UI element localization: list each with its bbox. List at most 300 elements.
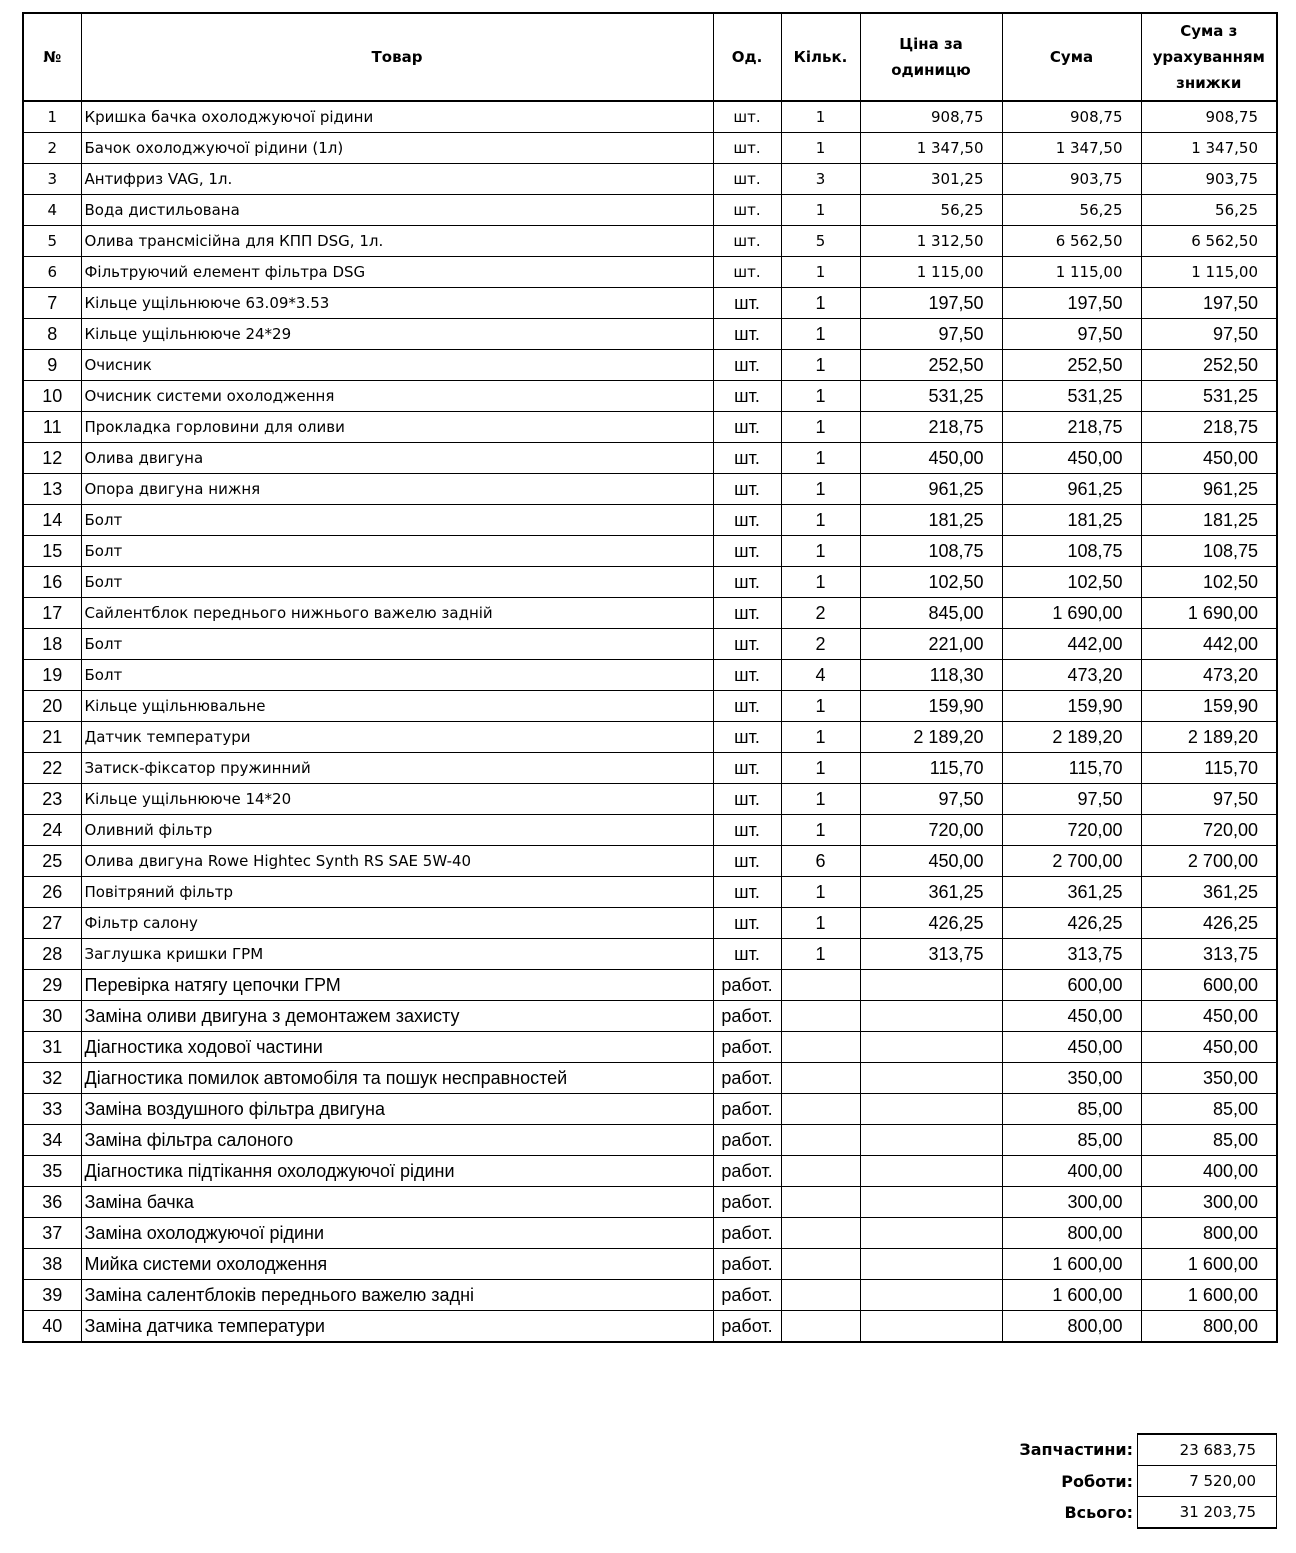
item-sum: 903,75	[1002, 164, 1141, 195]
item-sum: 108,75	[1002, 536, 1141, 567]
totals-value: 31 203,75	[1138, 1497, 1277, 1529]
item-sum: 97,50	[1002, 319, 1141, 350]
item-name: Олива двигуна	[81, 443, 713, 474]
item-unit: шт.	[713, 722, 781, 753]
table-row	[23, 1249, 1277, 1280]
item-name: Заміна салентблоків переднього важелю задні	[81, 1280, 713, 1311]
item-price: 159,90	[860, 691, 1002, 722]
item-sum-discount: 85,00	[1141, 1094, 1277, 1125]
item-unit: шт.	[713, 815, 781, 846]
item-name: Болт	[81, 629, 713, 660]
item-price: 1 115,00	[860, 257, 1002, 288]
table-row	[23, 350, 1277, 381]
item-sum: 361,25	[1002, 877, 1141, 908]
item-unit: работ.	[713, 1218, 781, 1249]
item-sum: 6 562,50	[1002, 226, 1141, 257]
item-price	[860, 1280, 1002, 1311]
row-number: 29	[23, 970, 81, 1001]
item-sum-discount: 2 700,00	[1141, 846, 1277, 877]
item-price: 108,75	[860, 536, 1002, 567]
item-unit: шт.	[713, 846, 781, 877]
row-number: 6	[23, 257, 81, 288]
item-name: Кришка бачка охолоджуючої рідини	[81, 101, 713, 133]
row-number: 38	[23, 1249, 81, 1280]
table-row	[23, 133, 1277, 164]
item-name: Повітряний фільтр	[81, 877, 713, 908]
table-row	[23, 908, 1277, 939]
item-sum-discount: 961,25	[1141, 474, 1277, 505]
table-row	[23, 722, 1277, 753]
table-row	[23, 536, 1277, 567]
row-number: 11	[23, 412, 81, 443]
row-number: 17	[23, 598, 81, 629]
item-sum: 2 700,00	[1002, 846, 1141, 877]
item-price	[860, 1311, 1002, 1343]
item-price	[860, 1156, 1002, 1187]
item-qty	[781, 1218, 860, 1249]
item-qty: 6	[781, 846, 860, 877]
item-unit: работ.	[713, 1156, 781, 1187]
header-item: Товар	[81, 13, 713, 101]
item-name: Болт	[81, 536, 713, 567]
item-sum-discount: 300,00	[1141, 1187, 1277, 1218]
item-name: Заміна фільтра салоного	[81, 1125, 713, 1156]
row-number: 28	[23, 939, 81, 970]
totals-row	[990, 1466, 1277, 1497]
item-qty: 1	[781, 908, 860, 939]
item-sum-discount: 159,90	[1141, 691, 1277, 722]
item-qty	[781, 1125, 860, 1156]
item-sum: 450,00	[1002, 443, 1141, 474]
item-sum-discount: 720,00	[1141, 815, 1277, 846]
item-qty: 1	[781, 939, 860, 970]
item-qty: 1	[781, 815, 860, 846]
item-price: 56,25	[860, 195, 1002, 226]
item-sum-discount: 197,50	[1141, 288, 1277, 319]
item-qty	[781, 1094, 860, 1125]
item-sum-discount: 800,00	[1141, 1218, 1277, 1249]
item-qty: 1	[781, 536, 860, 567]
item-sum-discount: 108,75	[1141, 536, 1277, 567]
row-number: 37	[23, 1218, 81, 1249]
table-row	[23, 1280, 1277, 1311]
item-sum-discount: 450,00	[1141, 1001, 1277, 1032]
item-name: Мийка системи охолодження	[81, 1249, 713, 1280]
item-qty	[781, 1249, 860, 1280]
item-qty	[781, 1063, 860, 1094]
item-unit: работ.	[713, 1094, 781, 1125]
table-row	[23, 877, 1277, 908]
item-qty: 1	[781, 350, 860, 381]
table-row	[23, 1094, 1277, 1125]
item-sum-discount: 908,75	[1141, 101, 1277, 133]
item-unit: шт.	[713, 101, 781, 133]
invoice-table	[22, 12, 1278, 1343]
item-price	[860, 1218, 1002, 1249]
item-sum-discount: 85,00	[1141, 1125, 1277, 1156]
item-sum-discount: 361,25	[1141, 877, 1277, 908]
item-price: 450,00	[860, 443, 1002, 474]
item-unit: шт.	[713, 195, 781, 226]
item-qty: 4	[781, 660, 860, 691]
row-number: 7	[23, 288, 81, 319]
item-qty: 3	[781, 164, 860, 195]
row-number: 20	[23, 691, 81, 722]
item-qty: 1	[781, 722, 860, 753]
item-name: Антифриз VAG, 1л.	[81, 164, 713, 195]
item-unit: шт.	[713, 505, 781, 536]
item-name: Олива трансмісійна для КПП DSG, 1л.	[81, 226, 713, 257]
item-name: Опора двигуна нижня	[81, 474, 713, 505]
row-number: 8	[23, 319, 81, 350]
item-name: Заміна охолоджуючої рідини	[81, 1218, 713, 1249]
table-row	[23, 1311, 1277, 1343]
item-unit: работ.	[713, 1063, 781, 1094]
item-unit: шт.	[713, 350, 781, 381]
item-sum: 442,00	[1002, 629, 1141, 660]
table-row	[23, 784, 1277, 815]
table-row	[23, 288, 1277, 319]
table-row	[23, 195, 1277, 226]
item-price	[860, 1063, 1002, 1094]
item-price: 531,25	[860, 381, 1002, 412]
item-sum-discount: 800,00	[1141, 1311, 1277, 1343]
item-price	[860, 1187, 1002, 1218]
table-row	[23, 319, 1277, 350]
item-unit: шт.	[713, 257, 781, 288]
item-unit: работ.	[713, 970, 781, 1001]
table-row	[23, 1063, 1277, 1094]
row-number: 18	[23, 629, 81, 660]
item-sum-discount: 473,20	[1141, 660, 1277, 691]
item-price	[860, 1094, 1002, 1125]
item-sum-discount: 1 690,00	[1141, 598, 1277, 629]
item-sum: 181,25	[1002, 505, 1141, 536]
item-sum-discount: 426,25	[1141, 908, 1277, 939]
item-unit: работ.	[713, 1125, 781, 1156]
table-row	[23, 474, 1277, 505]
row-number: 23	[23, 784, 81, 815]
item-sum-discount: 2 189,20	[1141, 722, 1277, 753]
item-name: Кільце ущільнююче 24*29	[81, 319, 713, 350]
item-price: 426,25	[860, 908, 1002, 939]
row-number: 26	[23, 877, 81, 908]
item-name: Кільце ущільнююче 63.09*3.53	[81, 288, 713, 319]
item-sum: 800,00	[1002, 1311, 1141, 1343]
item-unit: шт.	[713, 381, 781, 412]
item-sum-discount: 1 600,00	[1141, 1280, 1277, 1311]
row-number: 21	[23, 722, 81, 753]
item-qty: 2	[781, 629, 860, 660]
totals-row	[990, 1497, 1277, 1529]
table-row	[23, 567, 1277, 598]
item-qty: 2	[781, 598, 860, 629]
item-sum: 313,75	[1002, 939, 1141, 970]
item-name: Бачок охолоджуючої рідини (1л)	[81, 133, 713, 164]
item-qty: 1	[781, 101, 860, 133]
totals-label: Всього:	[1064, 1502, 1133, 1522]
item-unit: шт.	[713, 939, 781, 970]
item-price: 301,25	[860, 164, 1002, 195]
totals-value: 7 520,00	[1138, 1466, 1277, 1497]
row-number: 33	[23, 1094, 81, 1125]
item-qty	[781, 1001, 860, 1032]
item-unit: шт.	[713, 784, 781, 815]
item-sum: 2 189,20	[1002, 722, 1141, 753]
item-sum-discount: 450,00	[1141, 443, 1277, 474]
totals-table	[990, 1433, 1277, 1529]
item-price: 845,00	[860, 598, 1002, 629]
header-no: №	[23, 13, 81, 101]
item-qty	[781, 1032, 860, 1063]
header-unit: Од.	[713, 13, 781, 101]
item-price	[860, 1032, 1002, 1063]
table-row	[23, 629, 1277, 660]
table-row	[23, 505, 1277, 536]
item-name: Фільтр салону	[81, 908, 713, 939]
row-number: 16	[23, 567, 81, 598]
item-unit: шт.	[713, 443, 781, 474]
item-unit: шт.	[713, 660, 781, 691]
item-price: 1 312,50	[860, 226, 1002, 257]
row-number: 4	[23, 195, 81, 226]
item-qty	[781, 1187, 860, 1218]
row-number: 14	[23, 505, 81, 536]
item-price	[860, 1001, 1002, 1032]
item-sum: 350,00	[1002, 1063, 1141, 1094]
item-sum-discount: 350,00	[1141, 1063, 1277, 1094]
table-row	[23, 970, 1277, 1001]
table-row	[23, 691, 1277, 722]
row-number: 36	[23, 1187, 81, 1218]
item-name: Кільце ущільнювальне	[81, 691, 713, 722]
item-sum: 56,25	[1002, 195, 1141, 226]
table-row	[23, 412, 1277, 443]
table-row	[23, 164, 1277, 195]
item-sum-discount: 102,50	[1141, 567, 1277, 598]
item-qty: 1	[781, 195, 860, 226]
row-number: 39	[23, 1280, 81, 1311]
item-sum: 450,00	[1002, 1001, 1141, 1032]
item-unit: шт.	[713, 412, 781, 443]
item-price: 908,75	[860, 101, 1002, 133]
row-number: 2	[23, 133, 81, 164]
item-sum-discount: 97,50	[1141, 319, 1277, 350]
item-unit: работ.	[713, 1280, 781, 1311]
item-unit: шт.	[713, 753, 781, 784]
row-number: 34	[23, 1125, 81, 1156]
row-number: 15	[23, 536, 81, 567]
header-row	[23, 13, 1277, 101]
item-name: Заміна воздушного фільтра двигуна	[81, 1094, 713, 1125]
item-qty: 1	[781, 288, 860, 319]
item-qty: 1	[781, 505, 860, 536]
item-sum: 800,00	[1002, 1218, 1141, 1249]
item-sum-discount: 56,25	[1141, 195, 1277, 226]
item-sum: 531,25	[1002, 381, 1141, 412]
item-sum-discount: 1 600,00	[1141, 1249, 1277, 1280]
item-sum: 252,50	[1002, 350, 1141, 381]
totals-value: 23 683,75	[1138, 1434, 1277, 1466]
item-sum: 1 690,00	[1002, 598, 1141, 629]
item-unit: шт.	[713, 133, 781, 164]
item-sum: 1 600,00	[1002, 1249, 1141, 1280]
table-row	[23, 443, 1277, 474]
table-row	[23, 1218, 1277, 1249]
item-name: Діагностика ходової частини	[81, 1032, 713, 1063]
item-name: Кільце ущільнююче 14*20	[81, 784, 713, 815]
item-price: 97,50	[860, 319, 1002, 350]
item-sum: 300,00	[1002, 1187, 1141, 1218]
item-qty	[781, 970, 860, 1001]
item-sum: 1 347,50	[1002, 133, 1141, 164]
item-unit: шт.	[713, 691, 781, 722]
item-sum: 908,75	[1002, 101, 1141, 133]
item-price	[860, 970, 1002, 1001]
item-unit: шт.	[713, 474, 781, 505]
header-qty: Кільк.	[781, 13, 860, 101]
table-row	[23, 101, 1277, 133]
item-sum: 400,00	[1002, 1156, 1141, 1187]
item-sum-discount: 97,50	[1141, 784, 1277, 815]
item-price: 115,70	[860, 753, 1002, 784]
item-sum-discount: 115,70	[1141, 753, 1277, 784]
item-price: 218,75	[860, 412, 1002, 443]
item-sum: 115,70	[1002, 753, 1141, 784]
item-price: 720,00	[860, 815, 1002, 846]
row-number: 40	[23, 1311, 81, 1343]
item-unit: шт.	[713, 164, 781, 195]
table-row	[23, 1187, 1277, 1218]
header-price: Ціна за одиницю	[860, 13, 1002, 101]
item-name: Очисник системи охолодження	[81, 381, 713, 412]
item-unit: работ.	[713, 1311, 781, 1343]
item-qty: 1	[781, 319, 860, 350]
item-price: 450,00	[860, 846, 1002, 877]
item-name: Перевірка натягу цепочки ГРМ	[81, 970, 713, 1001]
item-sum: 1 600,00	[1002, 1280, 1141, 1311]
row-number: 13	[23, 474, 81, 505]
item-qty: 1	[781, 474, 860, 505]
item-unit: работ.	[713, 1001, 781, 1032]
item-unit: работ.	[713, 1249, 781, 1280]
row-number: 31	[23, 1032, 81, 1063]
table-row	[23, 660, 1277, 691]
totals-label: Роботи:	[1061, 1471, 1133, 1491]
table-row	[23, 1125, 1277, 1156]
item-qty: 1	[781, 784, 860, 815]
item-sum-discount: 450,00	[1141, 1032, 1277, 1063]
item-price: 221,00	[860, 629, 1002, 660]
item-price: 2 189,20	[860, 722, 1002, 753]
header-sum: Сума	[1002, 13, 1141, 101]
item-name: Прокладка горловини для оливи	[81, 412, 713, 443]
item-sum: 197,50	[1002, 288, 1141, 319]
row-number: 35	[23, 1156, 81, 1187]
row-number: 12	[23, 443, 81, 474]
item-price: 97,50	[860, 784, 1002, 815]
item-sum-discount: 313,75	[1141, 939, 1277, 970]
item-qty	[781, 1156, 860, 1187]
item-unit: шт.	[713, 908, 781, 939]
item-qty: 1	[781, 877, 860, 908]
table-row	[23, 846, 1277, 877]
item-name: Очисник	[81, 350, 713, 381]
item-name: Фільтруючий елемент фільтра DSG	[81, 257, 713, 288]
table-row	[23, 1001, 1277, 1032]
table-row	[23, 815, 1277, 846]
item-name: Затиск-фіксатор пружинний	[81, 753, 713, 784]
item-name: Болт	[81, 567, 713, 598]
item-sum-discount: 531,25	[1141, 381, 1277, 412]
item-sum: 85,00	[1002, 1125, 1141, 1156]
item-sum: 102,50	[1002, 567, 1141, 598]
table-row	[23, 753, 1277, 784]
item-qty: 5	[781, 226, 860, 257]
item-sum: 1 115,00	[1002, 257, 1141, 288]
row-number: 32	[23, 1063, 81, 1094]
item-name: Оливний фільтр	[81, 815, 713, 846]
totals-label: Запчастини:	[1019, 1440, 1133, 1460]
item-price: 102,50	[860, 567, 1002, 598]
item-name: Заміна оливи двигуна з демонтажем захисту	[81, 1001, 713, 1032]
item-name: Болт	[81, 660, 713, 691]
header-sum-discount: Сума з урахуванням знижки	[1141, 13, 1277, 101]
item-name: Сайлентблок переднього нижнього важелю задній	[81, 598, 713, 629]
item-sum-discount: 903,75	[1141, 164, 1277, 195]
item-qty: 1	[781, 443, 860, 474]
item-qty: 1	[781, 133, 860, 164]
item-name: Датчик температури	[81, 722, 713, 753]
item-sum: 600,00	[1002, 970, 1141, 1001]
item-qty: 1	[781, 753, 860, 784]
item-unit: шт.	[713, 567, 781, 598]
item-unit: шт.	[713, 319, 781, 350]
item-qty: 1	[781, 412, 860, 443]
item-qty: 1	[781, 257, 860, 288]
item-price: 252,50	[860, 350, 1002, 381]
row-number: 24	[23, 815, 81, 846]
item-price	[860, 1125, 1002, 1156]
item-sum-discount: 6 562,50	[1141, 226, 1277, 257]
item-unit: шт.	[713, 536, 781, 567]
item-sum: 720,00	[1002, 815, 1141, 846]
item-name: Діагностика помилок автомобіля та пошук несправностей	[81, 1063, 713, 1094]
item-name: Вода дистильована	[81, 195, 713, 226]
item-name: Заміна датчика температури	[81, 1311, 713, 1343]
item-unit: шт.	[713, 598, 781, 629]
item-sum-discount: 181,25	[1141, 505, 1277, 536]
item-sum-discount: 600,00	[1141, 970, 1277, 1001]
table-row	[23, 939, 1277, 970]
item-sum-discount: 252,50	[1141, 350, 1277, 381]
item-qty: 1	[781, 567, 860, 598]
item-qty	[781, 1311, 860, 1343]
table-row	[23, 257, 1277, 288]
item-unit: работ.	[713, 1032, 781, 1063]
row-number: 25	[23, 846, 81, 877]
item-sum: 450,00	[1002, 1032, 1141, 1063]
item-price: 313,75	[860, 939, 1002, 970]
row-number: 27	[23, 908, 81, 939]
item-name: Болт	[81, 505, 713, 536]
table-row	[23, 226, 1277, 257]
row-number: 22	[23, 753, 81, 784]
item-sum: 159,90	[1002, 691, 1141, 722]
item-sum: 85,00	[1002, 1094, 1141, 1125]
row-number: 9	[23, 350, 81, 381]
totals-row	[990, 1434, 1277, 1466]
